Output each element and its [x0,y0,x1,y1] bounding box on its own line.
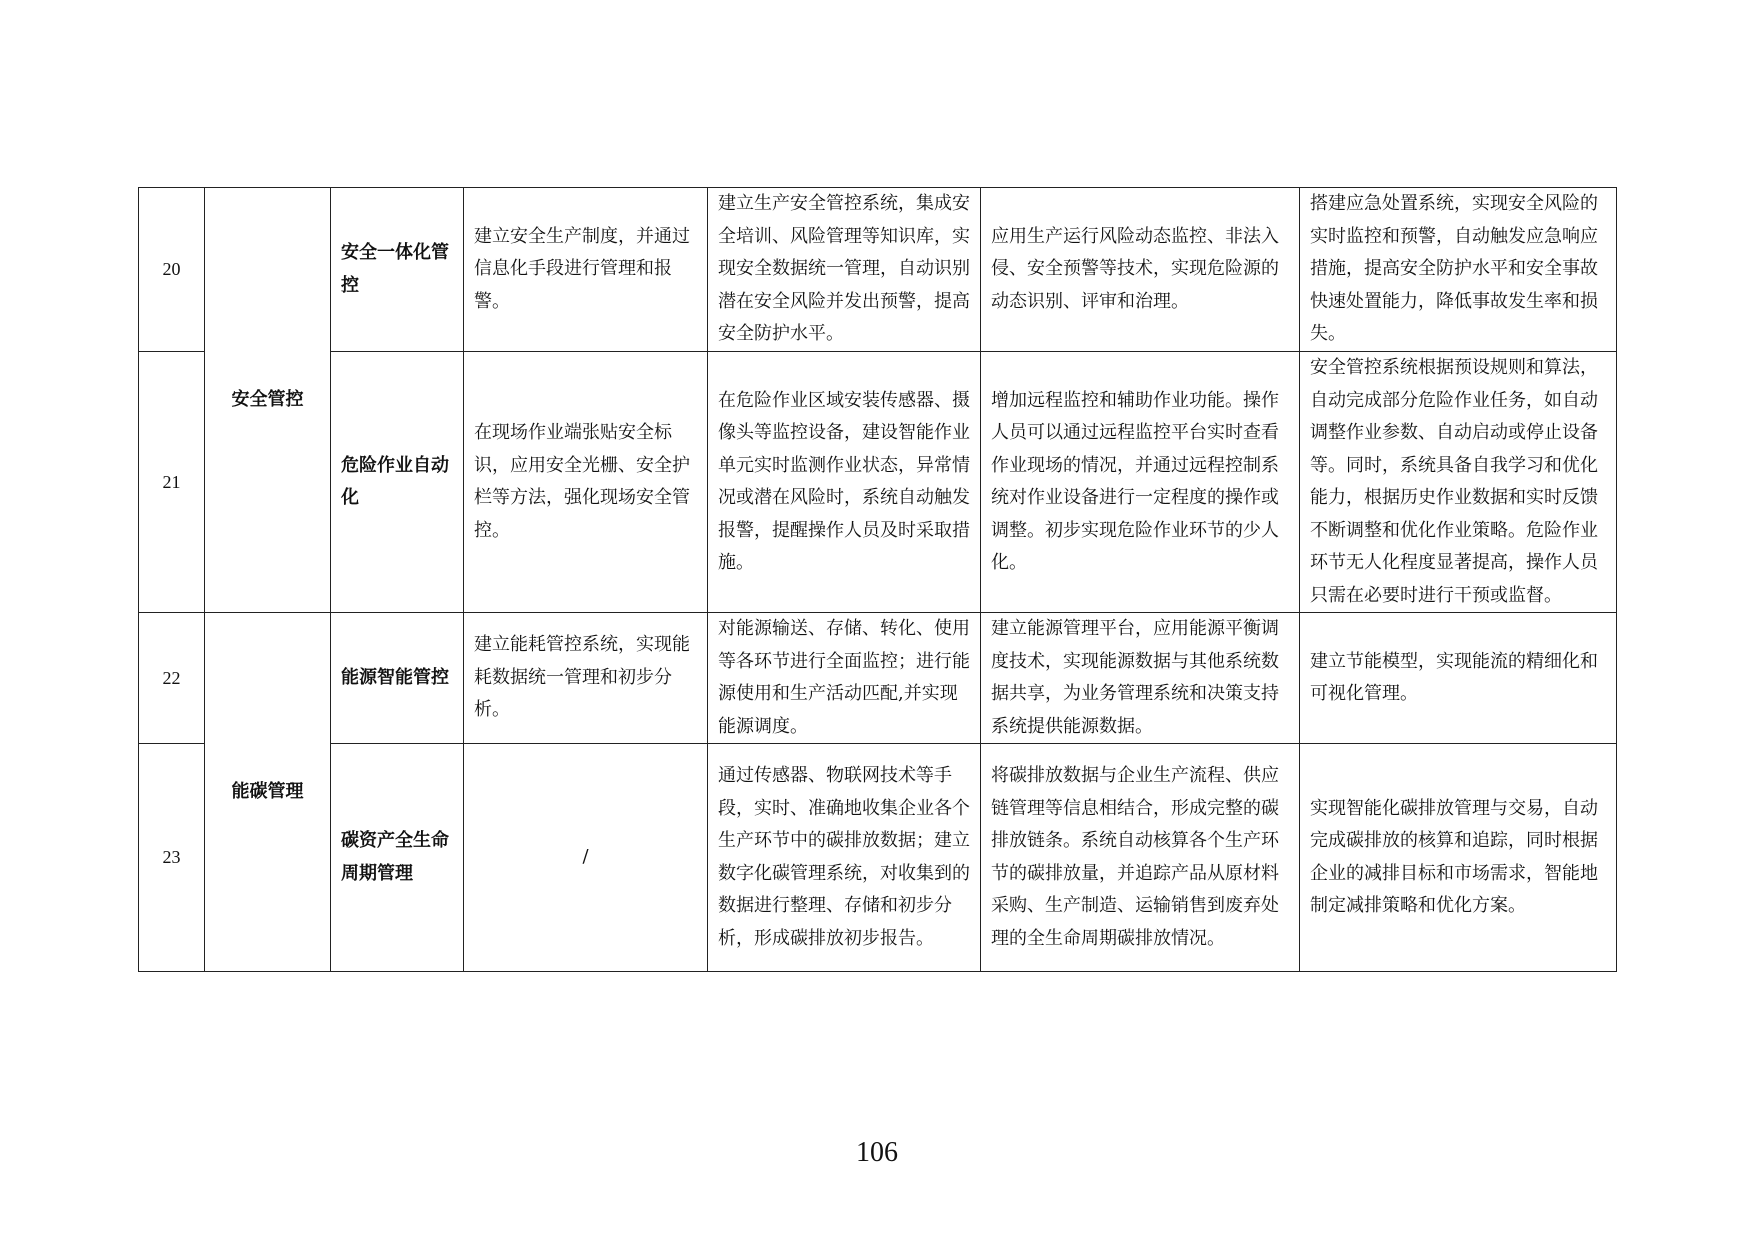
category-cell: 安全管控 [205,188,331,613]
level-2-description: 在危险作业区域安装传感器、摄像头等监控设备，建设智能作业单元实时监测作业状态，异常情况或潜在风险时，系统自动触发报警，提醒操作人员及时采取措施。 [708,352,981,613]
level-1-description: 在现场作业端张贴安全标识，应用安全光栅、安全护栏等方法，强化现场安全管控。 [464,352,708,613]
level-1-description: 建立安全生产制度，并通过信息化手段进行管理和报警。 [464,188,708,352]
level-2-description: 对能源输送、存储、转化、使用等各环节进行全面监控；进行能源使用和生产活动匹配,并实现能源调度。 [708,613,981,744]
level-4-description: 建立节能模型，实现能流的精细化和可视化管理。 [1300,613,1617,744]
item-name: 危险作业自动化 [331,352,464,613]
level-3-description: 建立能源管理平台，应用能源平衡调度技术，实现能源数据与其他系统数据共享，为业务管理系统和决策支持系统提供能源数据。 [981,613,1300,744]
level-4-description: 安全管控系统根据预设规则和算法，自动完成部分危险作业任务，如自动调整作业参数、自动启动或停止设备等。同时，系统具备自我学习和优化能力，根据历史作业数据和实时反馈不断调整和优化作业策略。危险作业环节无人化程度显著提高，操作人员只需在必要时进行干预或监督。 [1300,352,1617,613]
item-name: 碳资产全生命周期管理 [331,744,464,972]
capability-table [138,187,1617,972]
row-number: 20 [139,188,205,352]
item-name: 能源智能管控 [331,613,464,744]
table-row [139,188,1617,352]
level-3-description: 应用生产运行风险动态监控、非法入侵、安全预警等技术，实现危险源的动态识别、评审和治理。 [981,188,1300,352]
level-3-description: 将碳排放数据与企业生产流程、供应链管理等信息相结合，形成完整的碳排放链条。系统自动核算各个生产环节的碳排放量，并追踪产品从原材料采购、生产制造、运输销售到废弃处理的全生命周期碳排放情况。 [981,744,1300,972]
level-2-description: 通过传感器、物联网技术等手段，实时、准确地收集企业各个生产环节中的碳排放数据；建立数字化碳管理系统，对收集到的数据进行整理、存储和初步分析，形成碳排放初步报告。 [708,744,981,972]
level-2-description: 建立生产安全管控系统，集成安全培训、风险管理等知识库，实现安全数据统一管理，自动识别潜在安全风险并发出预警，提高安全防护水平。 [708,188,981,352]
row-number: 22 [139,613,205,744]
row-number: 23 [139,744,205,972]
level-4-description: 实现智能化碳排放管理与交易，自动完成碳排放的核算和追踪，同时根据企业的减排目标和市场需求，智能地制定减排策略和优化方案。 [1300,744,1617,972]
page-number: 106 [856,1137,898,1168]
category-cell: 能碳管理 [205,613,331,972]
level-1-description: 建立能耗管控系统，实现能耗数据统一管理和初步分析。 [464,613,708,744]
level-1-description: / [464,744,708,972]
row-number: 21 [139,352,205,613]
table-row [139,744,1617,972]
level-3-description: 增加远程监控和辅助作业功能。操作人员可以通过远程监控平台实时查看作业现场的情况，并通过远程控制系统对作业设备进行一定程度的操作或调整。初步实现危险作业环节的少人化。 [981,352,1300,613]
table-row [139,613,1617,744]
level-4-description: 搭建应急处置系统，实现安全风险的实时监控和预警，自动触发应急响应措施，提高安全防护水平和安全事故快速处置能力，降低事故发生率和损失。 [1300,188,1617,352]
item-name: 安全一体化管控 [331,188,464,352]
table-row [139,352,1617,613]
